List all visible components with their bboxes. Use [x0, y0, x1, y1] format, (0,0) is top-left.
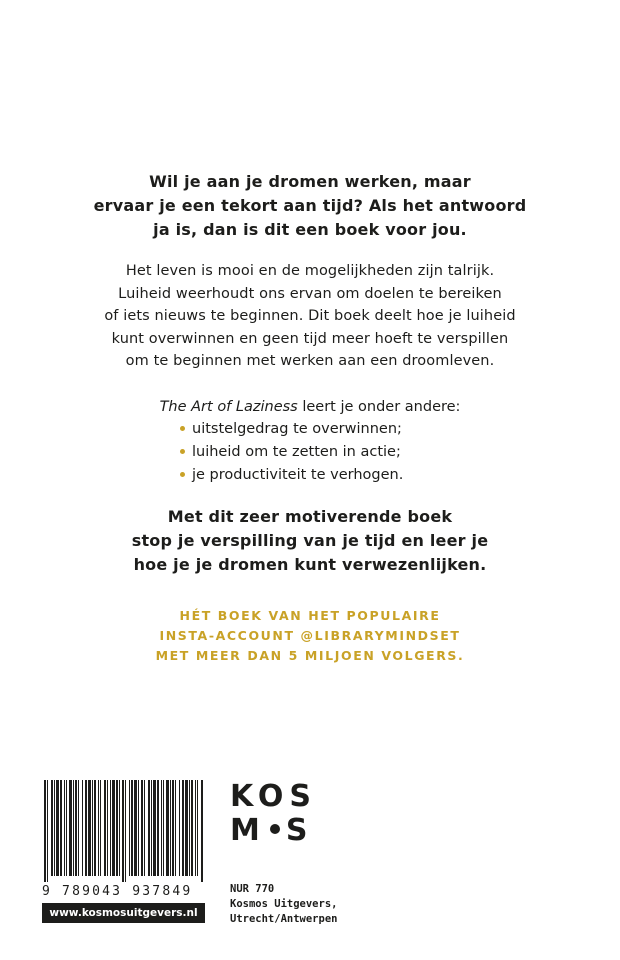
barcode-bar	[185, 780, 188, 876]
barcode-bar	[44, 780, 46, 882]
bullet-dot-icon	[180, 449, 185, 454]
barcode-bar	[172, 780, 174, 876]
closing-paragraph	[0, 505, 620, 577]
barcode-bar	[78, 780, 79, 876]
barcode-bar	[56, 780, 59, 876]
barcode-bar	[75, 780, 77, 876]
publisher-info	[230, 882, 337, 927]
barcode-bar	[144, 780, 145, 876]
promo-line: MET MEER DAN 5 MILJOEN VOLGERS.	[155, 648, 465, 663]
barcode-bar	[195, 780, 196, 876]
promo-line: INSTA-ACCOUNT @LIBRARYMINDSET	[159, 628, 461, 643]
barcode-bar	[69, 780, 72, 876]
isbn-number: 9 789043 937849	[42, 884, 193, 899]
barcode-bar	[189, 780, 190, 876]
description-line: kunt overwinnen en geen tijd meer hoeft te verspillen	[111, 330, 509, 347]
barcode-bar	[134, 780, 137, 876]
barcode-bar	[100, 780, 101, 876]
list-item	[180, 441, 403, 464]
book-title-italic: The Art of Laziness	[159, 399, 298, 415]
list-item-text: luiheid om te zetten in actie;	[192, 444, 401, 460]
barcode-bar	[125, 780, 126, 882]
promo-tagline	[0, 606, 620, 666]
description-line: Luiheid weerhoudt ons ervan om doelen te bereiken	[118, 285, 502, 302]
logo-top-row: KOS	[230, 779, 318, 814]
list-item-text: uitstelgedrag te overwinnen;	[192, 421, 402, 437]
description-line: Het leven is mooi en de mogelijkheden zijn talrijk.	[125, 263, 495, 279]
logo-bottom-row	[230, 814, 330, 848]
barcode-bar	[85, 780, 87, 876]
list-item	[180, 464, 403, 487]
logo-letter: M	[230, 813, 266, 848]
intro-line: Wil je aan je dromen werken, maar	[149, 172, 471, 191]
barcode-bar	[191, 780, 193, 876]
closing-line: Met dit zeer motiverende boek	[167, 507, 453, 526]
barcode-bar	[179, 780, 180, 876]
barcode-bar	[94, 780, 96, 876]
barcode-bar	[148, 780, 150, 876]
list-intro-rest: leert je onder andere:	[297, 399, 461, 415]
barcode-bar	[60, 780, 62, 876]
barcode-bar	[182, 780, 184, 876]
nur-code: NUR 770	[230, 883, 275, 895]
barcode-bar	[110, 780, 111, 876]
list-item-text: je productiviteit te verhogen.	[192, 467, 404, 483]
barcode-bar	[122, 780, 124, 882]
barcode-bar	[153, 780, 156, 876]
barcode-bar	[201, 780, 203, 882]
promo-line: HÉT BOEK VAN HET POPULAIRE	[179, 608, 441, 623]
barcode-block	[42, 780, 207, 923]
barcode-bar	[138, 780, 139, 876]
description-paragraph	[0, 260, 620, 373]
description-line: of iets nieuws te beginnen. Dit boek deelt hoe je luiheid	[104, 308, 516, 324]
bullet-dot-icon	[180, 426, 185, 431]
description-line: om te beginnen met werken aan een droomleven.	[125, 353, 495, 369]
list-intro	[0, 396, 620, 418]
barcode-bar	[64, 780, 65, 876]
barcode-bar	[197, 780, 198, 876]
barcode-bar	[112, 780, 115, 876]
intro-line: ervaar je een tekort aan tijd? Als het antwoord	[93, 196, 527, 215]
barcode-bar	[51, 780, 53, 876]
barcode-bar	[151, 780, 152, 876]
barcode-bar	[163, 780, 164, 876]
barcode-bar	[104, 780, 106, 876]
barcode-bar	[66, 780, 67, 876]
closing-line: hoe je je dromen kunt verwezenlijken.	[133, 555, 487, 574]
barcode-bar	[170, 780, 171, 876]
bullet-dot-icon	[180, 472, 185, 477]
barcode-bar	[82, 780, 83, 876]
kosmos-logo	[230, 780, 330, 850]
barcode-bar	[92, 780, 93, 876]
barcode-bar	[47, 780, 48, 882]
benefit-list	[180, 418, 403, 487]
logo-dot-icon	[270, 824, 280, 834]
barcode-bar	[88, 780, 91, 876]
logo-letter: S	[285, 813, 314, 848]
intro-line: ja is, dan is dit een boek voor jou.	[153, 220, 467, 239]
barcode-bar	[129, 780, 130, 876]
publisher-name: Kosmos Uitgevers,	[230, 898, 338, 910]
barcode-icon	[42, 780, 207, 882]
barcode-bar	[54, 780, 55, 876]
barcode-bar	[119, 780, 120, 876]
barcode-bar	[131, 780, 133, 876]
barcode-bar	[116, 780, 118, 876]
barcode-bar	[161, 780, 162, 876]
barcode-bar	[166, 780, 169, 876]
list-item	[180, 418, 403, 441]
barcode-bar	[141, 780, 143, 876]
barcode-bar	[73, 780, 74, 876]
barcode-bar	[98, 780, 99, 876]
barcode-bar	[107, 780, 108, 876]
barcode-bar	[175, 780, 176, 876]
intro-paragraph	[0, 170, 620, 242]
barcode-bar	[157, 780, 159, 876]
closing-line: stop je verspilling van je tijd en leer je	[131, 531, 489, 550]
publisher-location: Utrecht/Antwerpen	[230, 913, 338, 925]
website-url: www.kosmosuitgevers.nl	[42, 903, 205, 923]
